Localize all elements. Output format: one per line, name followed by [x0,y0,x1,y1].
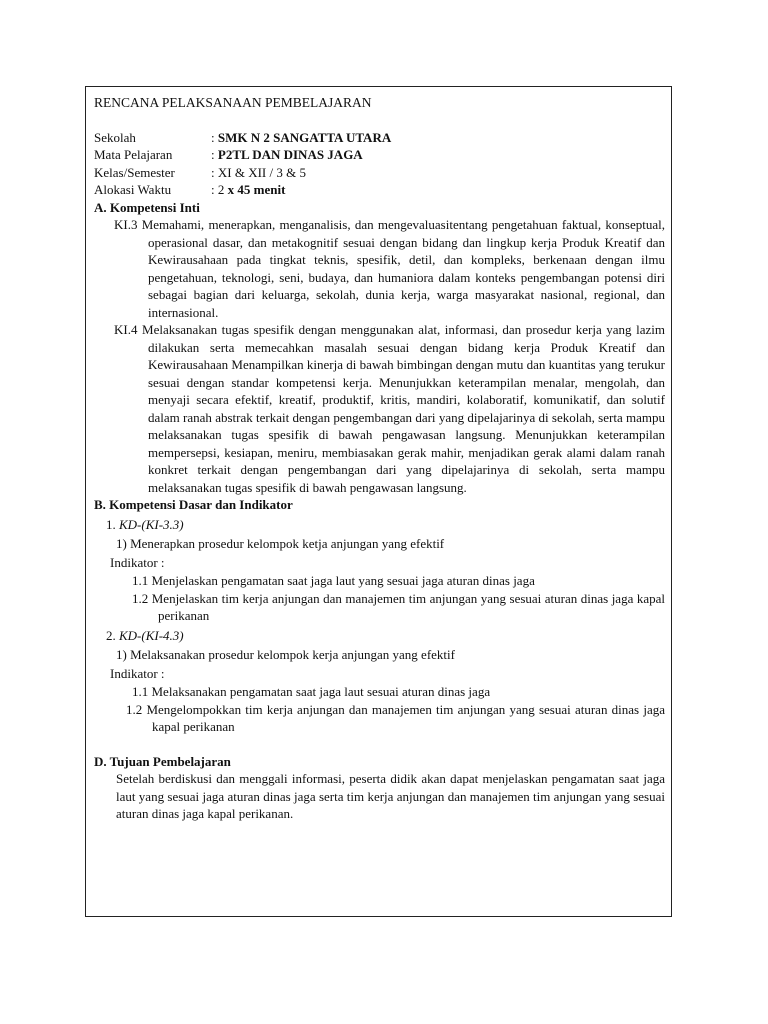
meta-value [211,164,306,182]
kd2-code: KD-(KI-4.3) [119,627,184,643]
meta-row-mapel [94,146,665,164]
spacer [94,736,665,753]
section-d-heading: D. Tujuan Pembelajaran [94,753,231,769]
meta-value-text: P2TL DAN DINAS JAGA [217,147,363,162]
document-content [94,94,665,823]
meta-sep: : [211,164,218,180]
kd2-desc: 1) Melaksanakan prosedur kelompok kerja anjungan yang efektif [116,647,455,662]
meta-value [211,181,285,199]
meta-row-alokasi [94,181,665,199]
meta-sep: : [211,147,218,162]
meta-label: Sekolah [94,129,136,145]
kd2-indikator-label: Indikator : [110,665,165,681]
kd1-indikator-1: 1.1 Menjelaskan pengamatan saat jaga laut yang sesuai jaga aturan dinas jaga [132,573,535,588]
kd1-indikator-2: 1.2 Menjelaskan tim kerja anjungan dan manajemen tim anjungan yang sesuai aturan dinas jaga kapal perikanan [132,590,665,623]
spacer [94,112,665,129]
kd2-indikator-2: 1.2 Mengelompokkan tim kerja anjungan dan manajemen tim anjungan yang sesuai aturan dinas jaga kapal perikanan [126,701,665,734]
ki4-paragraph: KI.4 Melaksanakan tugas spesifik dengan menggunakan alat, informasi, dan prosedur kerja yang lazim dilakukan serta memecahkan masalah sesuai dengan bidang kerja Produk Kreatif dan Kewirausahaan Menampilkan kinerja di bawah bimbingan dengan mutu dan kuantitas yang terukur sesuai dengan standar kompetensi kerja. Menunjukkan keterampilan menalar, mengolah, dan menyaji secara efektif, kreatif, produktif, kritis, mandiri, kolaboratif, komunikatif, dan solutif dalam ranah abstrak terkait dengan pengembangan dari yang dipelajarinya di sekolah, serta mampu melaksanakan tugas spesifik di bawah pengawasan langsung. Menunjukkan keterampilan mempersepsi, kesiapan, meniru, membiasakan gerak mahir, menjadikan gerak alami dalam ranah konkret terkait dengan pengembangan dari yang dipelajarinya di sekolah, serta mampu melaksanakan tugas spesifik di bawah pengawasan langsung. [114,322,665,495]
meta-value [211,146,363,164]
document-title: RENCANA PELAKSANAAN PEMBELAJARAN [94,95,372,110]
kd2-indikator-1: 1.1 Melaksanakan pengamatan saat jaga laut sesuai aturan dinas jaga [132,684,491,699]
meta-value-text: SMK N 2 SANGATTA UTARA [217,129,392,145]
meta-label: Mata Pelajaran [94,147,173,162]
kd2-num: 2. [106,627,119,643]
meta-row-sekolah [94,129,665,147]
kd1-title [94,516,665,534]
kd2-title [94,627,665,645]
meta-value-text: XI & XII / 3 & 5 [217,164,306,180]
meta-label: Alokasi Waktu [94,182,172,197]
section-a-heading: A. Kompetensi Inti [94,199,200,215]
document-frame [85,86,672,917]
kd1-code: KD-(KI-3.3) [119,516,184,532]
kd1-desc: 1) Menerapkan prosedur kelompok ketja anjungan yang efektif [116,536,445,551]
kd1-indikator-label: Indikator : [110,554,165,570]
meta-row-kelas [94,164,665,182]
meta-value [211,129,391,147]
meta-label: Kelas/Semester [94,164,175,180]
tujuan-paragraph: Setelah berdiskusi dan menggali informasi, peserta didik akan dapat menjelaskan pengamatan saat jaga laut yang sesuai jaga aturan dinas jaga serta tim kerja anjungan dan manajemen tim anjungan yang sesuai aturan dinas jaga kapal perikanan. [116,771,665,821]
meta-sep: : [211,129,218,145]
meta-sep: : [211,182,218,197]
meta-value-text: x 45 menit [227,182,286,197]
section-b-heading: B. Kompetensi Dasar dan Indikator [94,497,293,512]
ki3-paragraph: KI.3 Memahami, menerapkan, menganalisis, dan mengevaluasitentang pengetahuan faktual, konseptual, operasional dasar, dan metakognitif sesuai dengan bidang dan lingkup kerja Produk Kreatif dan Kewirausahaan pada tingkat teknis, spesifik, detil, dan kompleks, berkenaan dengan ilmu pengetahuan, teknologi, seni, budaya, dan humaniora dalam konteks pengembangan potensi diri sebagai bagian dari keluarga, sekolah, dunia kerja, warga masyarakat nasional, regional, dan internasional. [114,217,665,320]
kd1-num: 1. [106,516,119,532]
meta-value-prefix: 2 [217,182,228,197]
